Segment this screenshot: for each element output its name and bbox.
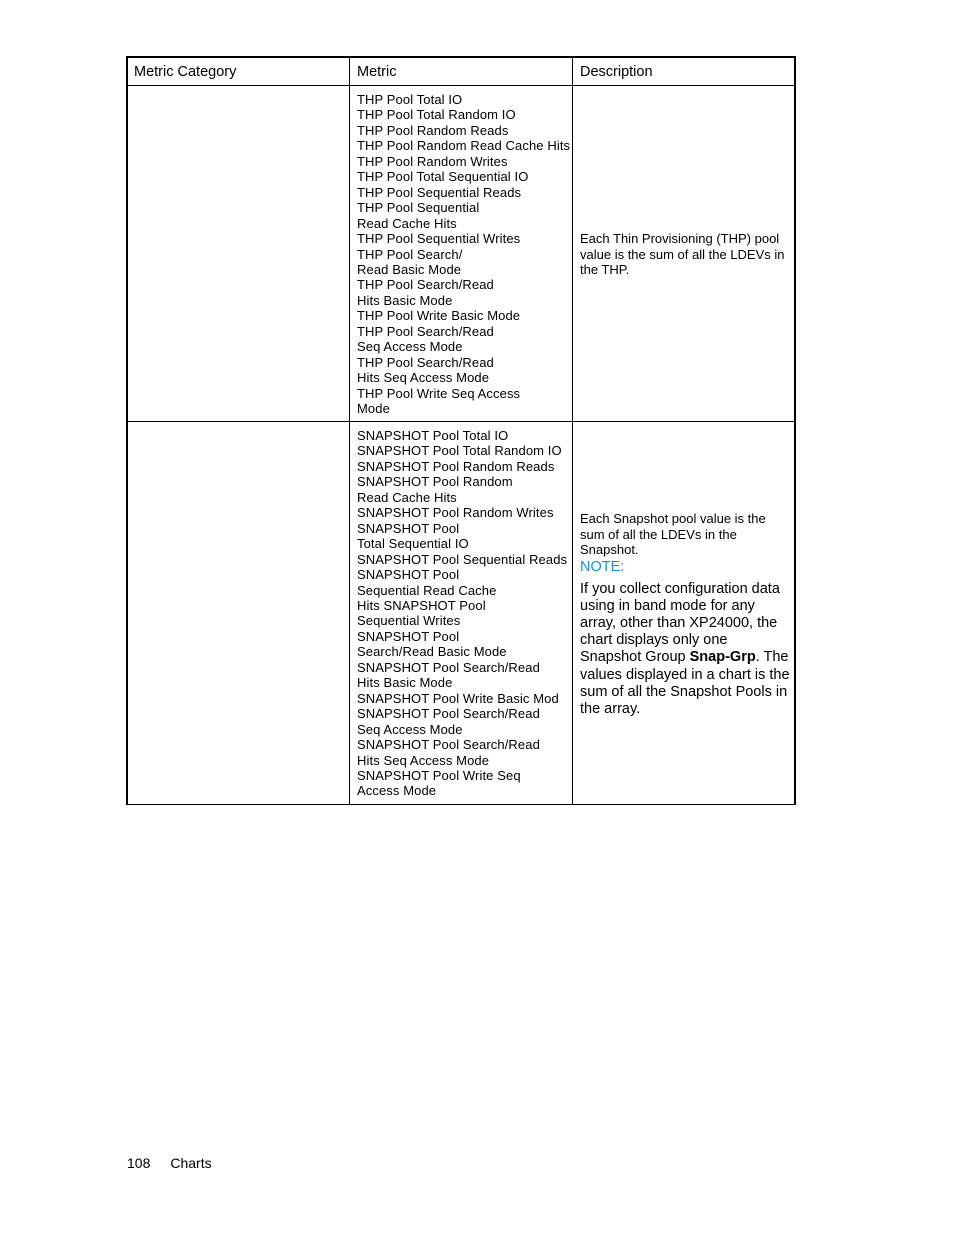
- footer-section-title: Charts: [170, 1155, 212, 1171]
- column-divider: [572, 58, 573, 804]
- list-item: Mode: [357, 401, 390, 417]
- description-text: Each Thin Provisioning (THP) pool value is the sum of all the LDEVs in the THP.: [580, 231, 785, 277]
- note-bold-term: Snap-Grp: [689, 649, 756, 666]
- thp-metric-list: [357, 92, 569, 417]
- description-text: Each Snapshot pool value is the sum of all the LDEVs in the Snapshot.: [580, 511, 766, 557]
- list-item: SNAPSHOT Pool Total Random IO: [357, 443, 562, 459]
- list-item: SNAPSHOT Pool: [357, 567, 460, 583]
- list-item: THP Pool Random Writes: [357, 153, 508, 169]
- list-item: Sequential Read Cache: [357, 582, 497, 598]
- snapshot-metric-list: [357, 428, 569, 799]
- list-item: Hits Basic Mode: [357, 675, 453, 691]
- list-item: Total Sequential IO: [357, 536, 469, 552]
- list-item: Hits Seq Access Mode: [357, 752, 490, 768]
- row-rule: [128, 421, 794, 422]
- list-item: SNAPSHOT Pool Sequential Reads: [357, 551, 568, 567]
- list-item: Hits SNAPSHOT Pool: [357, 597, 486, 613]
- list-item: SNAPSHOT Pool: [357, 628, 460, 644]
- list-item: SNAPSHOT Pool Random Reads: [357, 458, 555, 474]
- list-item: SNAPSHOT Pool Search/Read: [357, 737, 540, 753]
- list-item: THP Pool Total Sequential IO: [357, 169, 529, 185]
- list-item: THP Pool Random Read Cache Hits: [357, 138, 571, 154]
- list-item: SNAPSHOT Pool Random: [357, 474, 513, 490]
- list-item: Search/Read Basic Mode: [357, 644, 507, 660]
- column-divider: [349, 58, 350, 804]
- note-text: If you collect configuration data using in band mode for any array, other than XP24000, the chart displays only one Snapshot Group: [580, 580, 780, 666]
- list-item: THP Pool Write Seq Access: [357, 385, 521, 401]
- list-item: Sequential Writes: [357, 613, 461, 629]
- list-item: THP Pool Sequential Writes: [357, 231, 521, 247]
- header-description: Description: [580, 64, 653, 80]
- list-item: SNAPSHOT Pool Random Writes: [357, 505, 554, 521]
- note-label: NOTE:: [580, 558, 625, 575]
- list-item: Hits Basic Mode: [357, 292, 453, 308]
- list-item: Read Basic Mode: [357, 261, 462, 277]
- list-item: SNAPSHOT Pool Write Basic Mod: [357, 690, 559, 706]
- page-footer: [127, 1154, 212, 1172]
- list-item: THP Pool Total IO: [357, 92, 463, 107]
- list-item: Seq Access Mode: [357, 721, 463, 737]
- list-item: THP Pool Sequential Reads: [357, 184, 522, 200]
- list-item: Read Cache Hits: [357, 489, 457, 505]
- note-body: [580, 581, 792, 719]
- list-item: THP Pool Random Reads: [357, 122, 509, 138]
- list-item: SNAPSHOT Pool Search/Read: [357, 706, 540, 722]
- header-metric: Metric: [357, 64, 397, 80]
- list-item: THP Pool Search/: [357, 246, 463, 262]
- list-item: THP Pool Search/Read: [357, 354, 494, 370]
- list-item: Seq Access Mode: [357, 339, 463, 355]
- list-item: SNAPSHOT Pool: [357, 520, 460, 536]
- list-item: Hits Seq Access Mode: [357, 370, 490, 386]
- list-item: THP Pool Sequential: [357, 200, 480, 216]
- list-item: SNAPSHOT Pool Total IO: [357, 428, 509, 443]
- note-text: . The values displayed in a chart is the sum of all the Snapshot Pools in the array.: [580, 649, 790, 717]
- page-number: 108: [127, 1155, 151, 1171]
- list-item: THP Pool Search/Read: [357, 277, 494, 293]
- list-item: THP Pool Search/Read: [357, 323, 494, 339]
- list-item: Access Mode: [357, 783, 437, 799]
- list-item: Read Cache Hits: [357, 215, 457, 231]
- list-item: SNAPSHOT Pool Search/Read: [357, 659, 540, 675]
- header-metric-category: Metric Category: [134, 64, 237, 80]
- thp-description: [580, 231, 792, 278]
- header-rule: [128, 85, 794, 86]
- list-item: THP Pool Write Basic Mode: [357, 308, 521, 324]
- list-item: SNAPSHOT Pool Write Seq: [357, 767, 521, 783]
- metrics-table: [126, 56, 796, 804]
- snapshot-description: [580, 511, 792, 718]
- list-item: THP Pool Total Random IO: [357, 107, 516, 123]
